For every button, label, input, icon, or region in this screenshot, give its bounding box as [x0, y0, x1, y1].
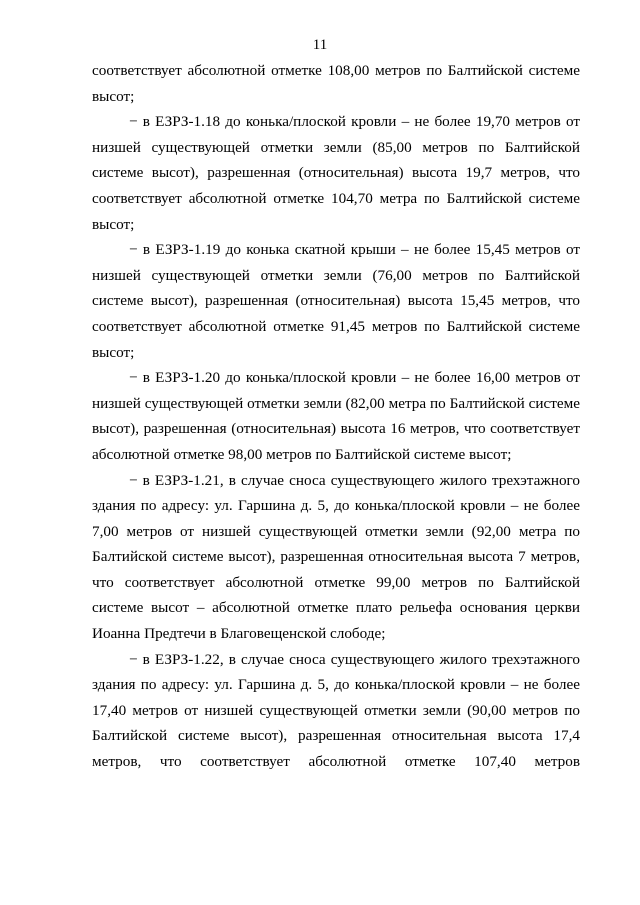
- paragraph-ezrz-1-21: − в ЕЗРЗ-1.21, в случае сноса существующего жилого трехэтажного здания по адресу: ул. Гаршина д. 5, до конька/плоской кровли – не более 7,00 метров от низшей существующей отметки земли (92,00 метра по Балтийской системе высот), разрешенная относительная высота 7 метров, что соответствует абсолютной отметке 99,00 метров по Балтийской системе высот – абсолютной отметке плато рельефа основания церкви Иоанна Предтечи в Благовещенской слободе;: [92, 471, 580, 643]
- paragraph-continuation: соответствует абсолютной отметке 108,00 метров по Балтийской системе высот;: [92, 62, 580, 105]
- paragraph-ezrz-1-18: − в ЕЗРЗ-1.18 до конька/плоской кровли – не более 19,70 метров от низшей существующей отметки земли (85,00 метров по Балтийской системе высот), разрешенная (относительная) высота 19,7 метров, что соответствует абсолютной отметке 104,70 метра по Балтийской системе высот;: [92, 113, 580, 233]
- paragraph-ezrz-1-22: − в ЕЗРЗ-1.22, в случае сноса существующего жилого трехэтажного здания по адресу: ул. Гаршина д. 5, до конька/плоской кровли – не более 17,40 метров от низшей существующей отметки земли (90,00 метров по Балтийской системе высот), разрешенная относительная высота 17,4 метров, что соответствует абсолютной отметке 107,40 метров: [92, 650, 580, 771]
- paragraph-ezrz-1-20: − в ЕЗРЗ-1.20 до конька/плоской кровли – не более 16,00 метров от низшей существующей отметки земли (82,00 метра по Балтийской системе высот), разрешенная (относительная) высота 16 метров, что соответствует абсолютной отметке 98,00 метров по Балтийской системе высот;: [92, 369, 580, 463]
- page-number: 11: [312, 37, 328, 53]
- document-body: [92, 58, 580, 775]
- paragraph-ezrz-1-19: − в ЕЗРЗ-1.19 до конька скатной крыши – не более 15,45 метров от низшей существующей отметки земли (76,00 метров по Балтийской системе высот), разрешенная (относительная) высота 15,45 метров, что соответствует абсолютной отметке 91,45 метров по Балтийской системе высот;: [92, 241, 580, 361]
